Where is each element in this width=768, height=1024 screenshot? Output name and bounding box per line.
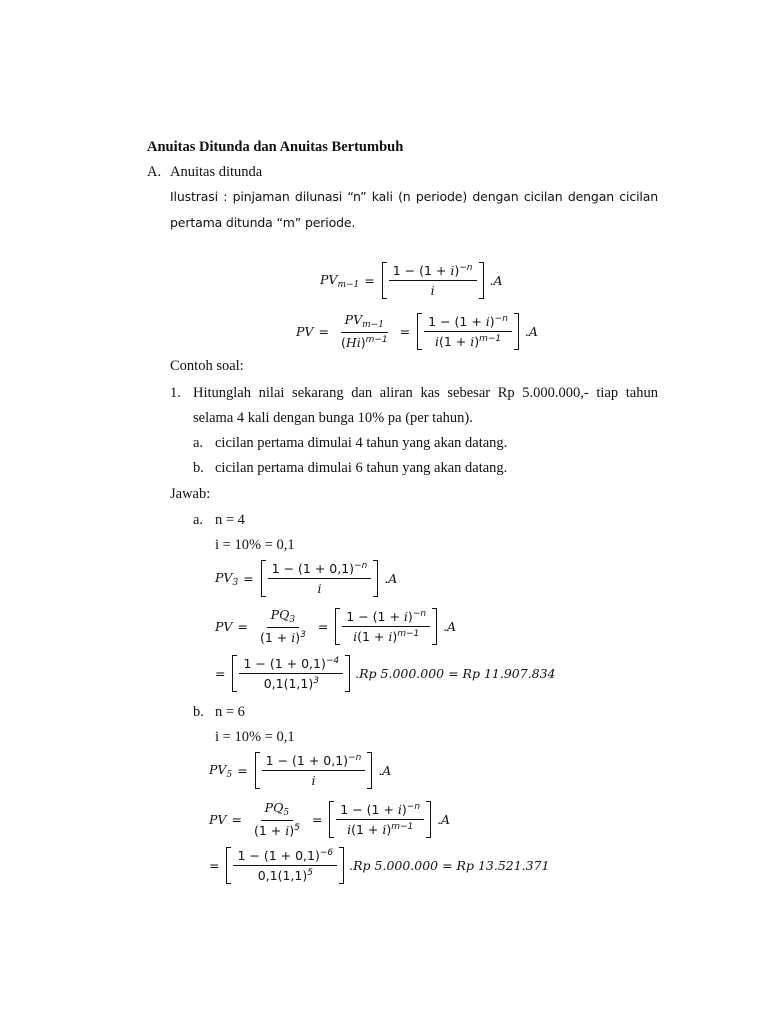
illustration-line-2: pertama ditunda “m” periode.: [170, 215, 356, 230]
answer-a-marker: a.: [193, 512, 204, 528]
formula-pv-m-minus-1: $PV_{m-1}$ = $\frac{1 - (1 + i)^{-n}}{i}$ . A: [320, 263, 503, 298]
bracket: $\frac{1 - (1 + i)^{-n}}{i(1 + i)^{m-1}}$: [329, 801, 431, 838]
answer-a-pv-expanded: PV = $\frac{PQ_3}{(1 + i)^3}$ = $\frac{1 - (1 + i)^{-n}}{i(1 + i)^{m-1}}$ . A: [215, 607, 457, 645]
answer-a-i: i = 10% = 0,1: [215, 537, 295, 553]
bracket: $\frac{1 - (1 + 0,1)^{-6}}{0,1(1,1)^5}$: [226, 847, 344, 884]
answer-b-pv-formula: $PV_5$ = $\frac{1 - (1 + 0,1)^{-n}}{i}$ . A: [209, 753, 392, 788]
answer-b-n: n = 6: [215, 704, 245, 720]
answer-a-n: n = 4: [215, 512, 245, 528]
problem-item-b-text: cicilan pertama dimulai 6 tahun yang akan datang.: [215, 460, 508, 476]
bracket: $\frac{1 - (1 + i)^{-n}}{i(1 + i)^{m-1}}$: [417, 313, 519, 350]
bracket: $\frac{1 - (1 + i)^{-n}}{i}$: [382, 262, 484, 299]
section-a-label: Anuitas ditunda: [170, 164, 263, 180]
formula-pv: PV = $\frac{PV_{m-1}}{(Hi)^{m-1}}$ = $\frac{1 - (1 + i)^{-n}}{i(1 + i)^{m-1}}$ . A: [296, 312, 538, 350]
answer-b-result: = $\frac{1 - (1 + 0,1)^{-6}}{0,1(1,1)^5}$ .Rp 5.000.000 = Rp 13.521.371: [209, 848, 550, 883]
problem-item-b-marker: b.: [193, 460, 204, 476]
answer-a-pv-formula: $PV_3$ = $\frac{1 - (1 + 0,1)^{-n}}{i}$ . A: [215, 561, 398, 596]
answer-b-marker: b.: [193, 704, 204, 720]
answer-b-i: i = 10% = 0,1: [215, 729, 295, 745]
section-a-marker: A.: [147, 164, 162, 180]
answer-b-pv-expanded: PV = $\frac{PQ_5}{(1 + i)^5}$ = $\frac{1 - (1 + i)^{-n}}{i(1 + i)^{m-1}}$ . A: [209, 800, 451, 838]
answer-a-result: = $\frac{1 - (1 + 0,1)^{-4}}{0,1(1,1)^3}$ .Rp 5.000.000 = Rp 11.907.834: [215, 656, 556, 691]
problem-number: 1.: [170, 385, 181, 401]
problem-item-a-text: cicilan pertama dimulai 4 tahun yang akan datang.: [215, 435, 508, 451]
bracket: $\frac{1 - (1 + 0,1)^{-4}}{0,1(1,1)^3}$: [232, 655, 350, 692]
problem-line-1: Hitunglah nilai sekarang dan aliran kas sebesar Rp 5.000.000,- tiap tahun: [193, 385, 658, 401]
bracket: $\frac{1 - (1 + 0,1)^{-n}}{i}$: [255, 752, 373, 789]
problem-line-2: selama 4 kali dengan bunga 10% pa (per tahun).: [193, 410, 473, 426]
bracket: $\frac{1 - (1 + i)^{-n}}{i(1 + i)^{m-1}}$: [335, 608, 437, 645]
illustration-line-1: Ilustrasi : pinjaman dilunasi “n” kali (n periode) dengan cicilan dengan cicilan: [170, 189, 658, 204]
page-title: Anuitas Ditunda dan Anuitas Bertumbuh: [147, 139, 404, 155]
bracket: $\frac{1 - (1 + 0,1)^{-n}}{i}$: [261, 560, 379, 597]
contoh-soal-label: Contoh soal:: [170, 358, 244, 374]
jawab-label: Jawab:: [170, 486, 211, 502]
problem-item-a-marker: a.: [193, 435, 204, 451]
